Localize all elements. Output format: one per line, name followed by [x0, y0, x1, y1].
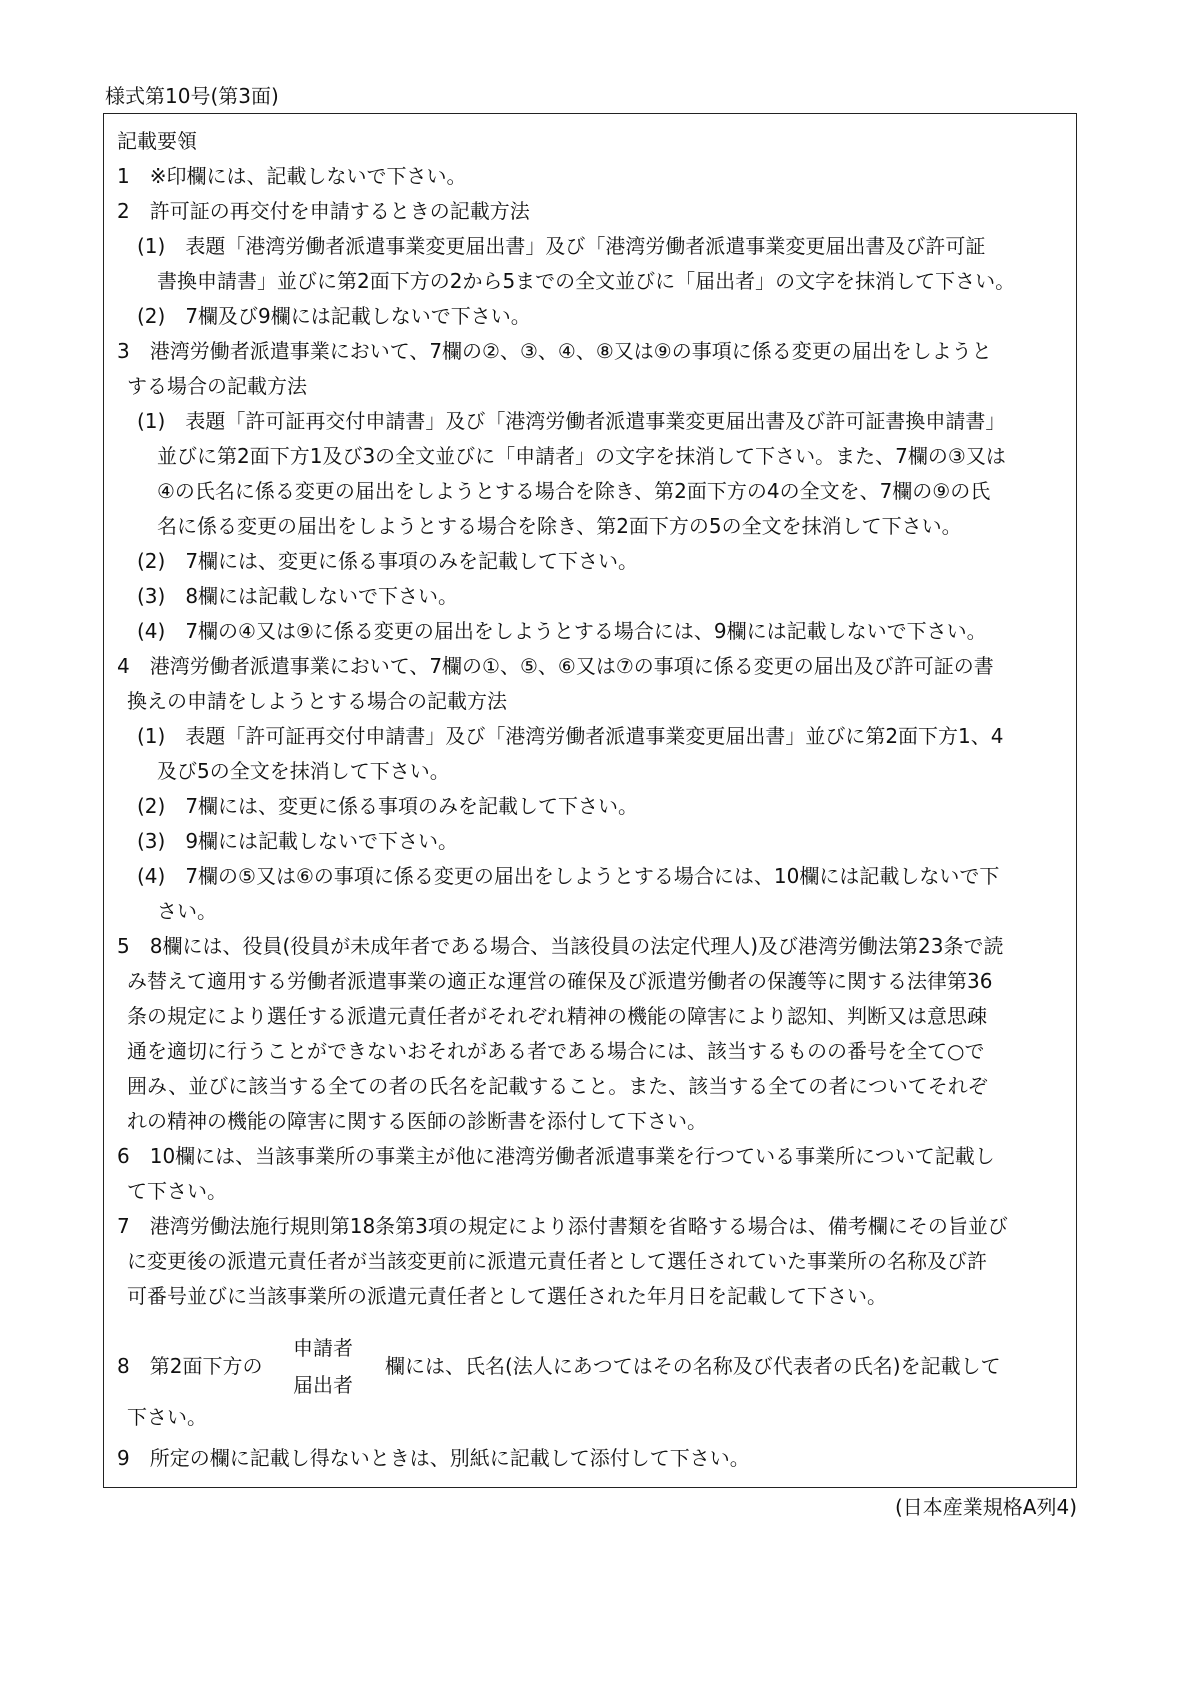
item8-continuation: 下さい。 — [127, 1405, 207, 1429]
instruction-line: (1) 表題「許可証再交付申請書」及び「港湾労働者派遣事業変更届出書」並びに第2面下方1、4 — [137, 724, 1004, 748]
footer-standard-note: (日本産業規格A列4) — [894, 1495, 1077, 1519]
item8-option-notifier: 届出者 — [293, 1373, 353, 1397]
instruction-line: 4 港湾労働者派遣事業において、7欄の①、⑤、⑥又は⑦の事項に係る変更の届出及び許可証の書 — [117, 654, 994, 678]
item8-option-applicant: 申請者 — [293, 1336, 353, 1360]
instruction-line: 書換申請書」並びに第2面下方の2から5までの全文並びに「届出者」の文字を抹消して下さい。 — [157, 269, 1016, 293]
instruction-line: 9 所定の欄に記載し得ないときは、別紙に記載して添付して下さい。 — [117, 1446, 750, 1470]
form-number: 様式第10号(第3面) — [105, 84, 279, 108]
instruction-line: 通を適切に行うことができないおそれがある者である場合には、該当するものの番号を全て○で — [127, 1039, 985, 1063]
instruction-line: 及び5の全文を抹消して下さい。 — [157, 759, 450, 783]
instruction-line: (4) 7欄の④又は⑨に係る変更の届出をしようとする場合には、9欄には記載しないで下さい。 — [137, 619, 987, 643]
instruction-line: ④の氏名に係る変更の届出をしようとする場合を除き、第2面下方の4の全文を、7欄の⑨の氏 — [157, 479, 991, 503]
instruction-line: 条の規定により選任する派遣元責任者がそれぞれ精神の機能の障害により認知、判断又は意思疎 — [127, 1004, 987, 1028]
instruction-line: 名に係る変更の届出をしようとする場合を除き、第2面下方の5の全文を抹消して下さい。 — [157, 514, 962, 538]
instruction-line: 可番号並びに当該事業所の派遣元責任者として選任された年月日を記載して下さい。 — [127, 1284, 887, 1308]
instruction-line: み替えて適用する労働者派遣事業の適正な運営の確保及び派遣労働者の保護等に関する法律第36 — [127, 969, 993, 993]
instruction-line: (2) 7欄には、変更に係る事項のみを記載して下さい。 — [137, 794, 639, 818]
instruction-line: (1) 表題「港湾労働者派遣事業変更届出書」及び「港湾労働者派遣事業変更届出書及び許可証 — [137, 234, 986, 258]
instruction-line: 1 ※印欄には、記載しないで下さい。 — [117, 164, 467, 188]
instruction-line: 2 許可証の再交付を申請するときの記載方法 — [117, 199, 530, 223]
instruction-line: する場合の記載方法 — [127, 374, 307, 398]
instruction-line: 6 10欄には、当該事業所の事業主が他に港湾労働者派遣事業を行つている事業所について記載し — [117, 1144, 995, 1168]
instruction-line: 7 港湾労働法施行規則第18条第3項の規定により添付書類を省略する場合は、備考欄にその旨並び — [117, 1214, 1008, 1238]
instruction-line: (2) 7欄には、変更に係る事項のみを記載して下さい。 — [137, 549, 639, 573]
instruction-line: 並びに第2面下方1及び3の全文並びに「申請者」の文字を抹消して下さい。また、7欄の③又は — [157, 444, 1006, 468]
instruction-line: に変更後の派遣元責任者が当該変更前に派遣元責任者として選任されていた事業所の名称及び許 — [127, 1249, 987, 1273]
instruction-line: (2) 7欄及び9欄には記載しないで下さい。 — [137, 304, 531, 328]
instruction-line: 囲み、並びに該当する全ての者の氏名を記載すること。また、該当する全ての者についてそれぞ — [127, 1074, 988, 1098]
instruction-line: さい。 — [157, 899, 217, 923]
instruction-line: (3) 9欄には記載しないで下さい。 — [137, 829, 459, 853]
instruction-line: 5 8欄には、役員(役員が未成年者である場合、当該役員の法定代理人)及び港湾労働法第23条で読 — [117, 934, 1004, 958]
item8-prefix: 8 第2面下方の — [117, 1354, 263, 1378]
instruction-line: (1) 表題「許可証再交付申請書」及び「港湾労働者派遣事業変更届出書及び許可証書換申請書」 — [137, 409, 1006, 433]
item8-suffix: 欄には、氏名(法人にあつてはその名称及び代表者の氏名)を記載して — [385, 1354, 1001, 1378]
instruction-line: て下さい。 — [127, 1179, 227, 1203]
instruction-line: 換えの申請をしようとする場合の記載方法 — [127, 689, 507, 713]
instruction-line: (4) 7欄の⑤又は⑥の事項に係る変更の届出をしようとする場合には、10欄には記載しないで下 — [137, 864, 1000, 888]
instruction-line: れの精神の機能の障害に関する医師の診断書を添付して下さい。 — [127, 1109, 707, 1133]
instruction-line: 3 港湾労働者派遣事業において、7欄の②、③、④、⑧又は⑨の事項に係る変更の届出をしようと — [117, 339, 992, 363]
instructions-heading: 記載要領 — [117, 129, 197, 153]
instruction-line: (3) 8欄には記載しないで下さい。 — [137, 584, 459, 608]
